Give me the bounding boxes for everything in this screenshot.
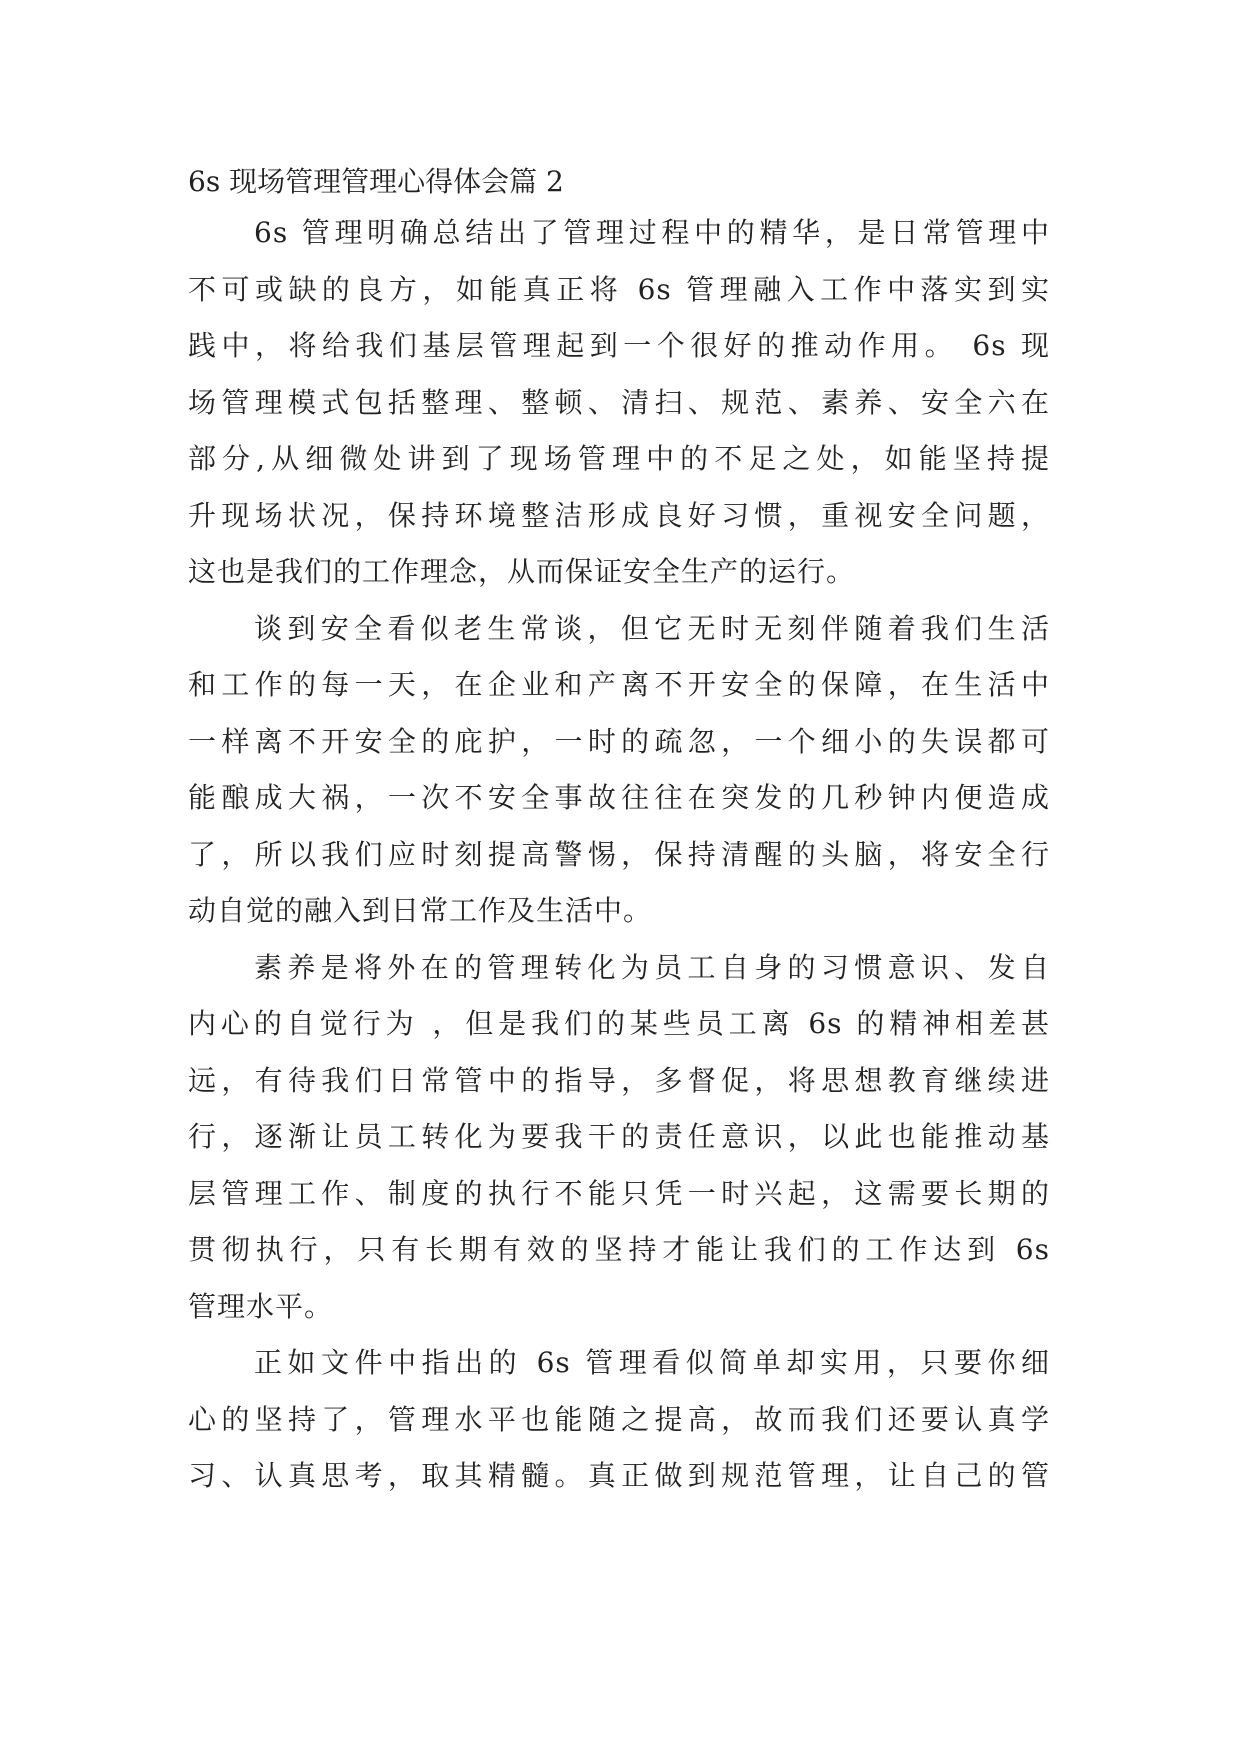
text-line: 一样离不开安全的庇护，一时的疏忽，一个细小的失误都可 xyxy=(188,724,1050,758)
paragraph-4 xyxy=(188,1335,1050,1505)
text-line: 不可或缺的良方，如能真正将 6s 管理融入工作中落实到实 xyxy=(188,272,1050,306)
text-line: 层管理工作、制度的执行不能只凭一时兴起，这需要长期的 xyxy=(188,1176,1050,1210)
text-line: 场管理模式包括整理、整顿、清扫、规范、素养、安全六在 xyxy=(188,385,1050,419)
text-line: 升现场状况，保持环境整洁形成良好习惯，重视安全问题， xyxy=(188,498,1050,532)
paragraph-3 xyxy=(188,940,1050,1336)
text-line: 内心的自觉行为 ，但是我们的某些员工离 6s 的精神相差甚 xyxy=(188,1007,1050,1040)
document-body xyxy=(188,205,1050,1505)
text-line: 心的坚持了，管理水平也能随之提高，故而我们还要认真学 xyxy=(188,1402,1050,1436)
text-line: 了，所以我们应时刻提高警惕，保持清醒的头脑，将安全行 xyxy=(188,837,1050,871)
text-line: 素养是将外在的管理转化为员工自身的习惯意识、发自 xyxy=(254,950,1050,984)
text-line: 谈到安全看似老生常谈，但它无时无刻伴随着我们生活 xyxy=(254,611,1050,645)
document-title: 6s 现场管理管理心得体会篇 2 xyxy=(188,165,564,198)
text-line: 能酿成大祸，一次不安全事故往往在突发的几秒钟内便造成 xyxy=(188,781,1050,814)
text-line: 部分,从细微处讲到了现场管理中的不足之处，如能坚持提 xyxy=(188,442,1050,475)
text-line: 正如文件中指出的 6s 管理看似简单却实用，只要你细 xyxy=(254,1346,1050,1379)
text-line: 这也是我们的工作理念，从而保证安全生产的运行。 xyxy=(188,555,856,588)
text-line: 动自觉的融入到日常工作及生活中。 xyxy=(188,894,653,927)
paragraph-2 xyxy=(188,601,1050,940)
text-line: 行，逐渐让员工转化为要我干的责任意识，以此也能推动基 xyxy=(188,1120,1050,1153)
text-line: 习、认真思考，取其精髓。真正做到规范管理，让自己的管 xyxy=(188,1459,1050,1492)
text-line: 贯彻执行，只有长期有效的坚持才能让我们的工作达到 6s xyxy=(188,1233,1050,1266)
text-line: 和工作的每一天，在企业和产离不开安全的保障，在生活中 xyxy=(188,668,1050,701)
text-line: 6s 管理明确总结出了管理过程中的精华，是日常管理中 xyxy=(254,216,1050,249)
text-line: 远，有待我们日常管中的指导，多督促，将思想教育继续进 xyxy=(188,1063,1050,1097)
paragraph-1 xyxy=(188,205,1050,601)
text-line: 管理水平。 xyxy=(188,1289,334,1323)
text-line: 践中，将给我们基层管理起到一个很好的推动作用。 6s 现 xyxy=(188,329,1050,362)
